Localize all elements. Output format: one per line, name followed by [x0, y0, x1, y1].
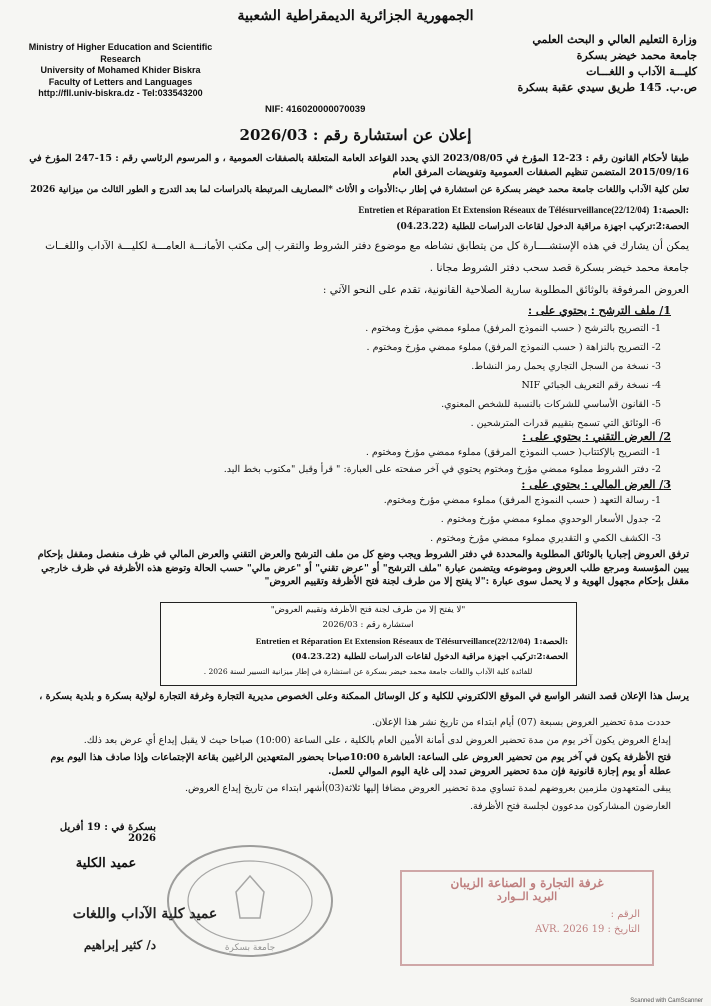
box-lot-1	[168, 636, 568, 647]
list-item: 1- رسالة التعهد ( حسب النموذج المرفق) مملوء ممضي مؤرخ ومختوم.	[383, 495, 661, 506]
box-line: استشارة رقم : 2026/03	[322, 620, 414, 630]
box-lot-2: الحصة:2:تركيب اجهزة مراقبة الدخول لقاعات الدراسات للطلبة (04.23.22)	[291, 652, 568, 662]
box-lot-1-label: الحصة:1:	[533, 637, 568, 647]
chamber-stamp-line: البريد الــوارد	[496, 890, 558, 903]
header-left	[8, 42, 233, 100]
lot-1-text: Entretien et Réparation Et Extension Réseaux de Télésurveillance(22/12/04)	[358, 205, 650, 215]
section-candidature-title: 1/ ملف الترشح : يحتوي على :	[528, 304, 671, 317]
list-item: إيداع العروض يكون آخر يوم من مدة تحضير العروض لدى أمانة الأمين العام بالكلية ، على الساعة (10:00) صباحا حيث لا يقبل إيداع أي عرض بعد ذلك.	[83, 734, 671, 746]
list-item: 3- الكشف الكمي و التقديري مملوء ممضي مؤرخ ومختوم .	[430, 533, 661, 544]
header-right-line: كليـــة الآداب و اللغـــات	[586, 65, 697, 78]
list-item: 3- نسخة من السجل التجاري يحمل رمز النشاط.	[471, 361, 661, 372]
candidature-list	[101, 322, 661, 436]
list-item: 5- القانون الأساسي للشركات بالنسبة للشخص المعنوي.	[441, 399, 661, 410]
technical-list	[101, 446, 661, 480]
list-item: 6- الوثائق التي تسمح بتقييم قدرات المترشحين .	[470, 418, 661, 429]
participation-text: يمكن أن يشارك في هذه الإستشــــارة كل من يتطابق نشاطه مع موضوع دفتر الشروط والتقرب إلى مكتب الأمانـــة العامـــة لكليـــة الآداب واللغــات	[45, 240, 689, 252]
header-left-line: Faculty of Letters and Languages	[48, 76, 193, 87]
list-item: فتح الأظرفة يكون في آخر يوم من تحضير العروض على الساعة: العاشرة 10:00صباحا بحضور المتعهدين الراغبين بقاعة الإجتماعات وإذا صادف هذا اليوم يوم عطلة أو يوم إجازة قانونية فإن مدة تحضير العروض تمدد إلى غاية اليوم الموالي للعمل.	[50, 752, 671, 777]
legal-reference: طبقا لأحكام القانون رقم : 23-12 المؤرخ في 2023/08/05 الذي يحدد القواعد العامة المتعلقة بالصفقات العمومية ، و المرسوم الرئاسي رقم : 15-247 المؤرخ في 2015/09/16 المتضمن تنظيم الصفقات العمومية وتفويضات المرفق العام	[29, 153, 689, 178]
financial-list	[101, 494, 661, 551]
list-item: 4- نسخة رقم التعريف الجبائي NIF	[521, 380, 661, 391]
header-right-line: وزارة التعليم العالي و البحث العلمي	[532, 33, 697, 46]
header-right	[477, 32, 697, 96]
box-line: "لا يفتح إلا من طرف لجنة فتح الأظرفة وتقييم العروض"	[270, 605, 466, 615]
header-left-line: http://fll.univ-biskra.dz - Tel:033543200	[38, 88, 203, 98]
lot-2: الحصة:2:تركيب اجهزة مراقبة الدخول لقاعات الدراسات للطلبة (04.23.22)	[396, 222, 689, 232]
envelope-label-box	[160, 602, 577, 686]
seal-text: جامعة بسكرة	[224, 943, 276, 953]
publication-text: يرسل هذا الإعلان قصد النشر الواسع في الموقع الالكتروني للكلية و كل الوسائل الممكنة وعلى الخصوص مديرية التجارة وغرفة التجارة لولاية بسكرة و بلدية بسكرة ،	[39, 691, 689, 702]
page-title: إعلان عن استشارة رقم : 2026/03	[239, 126, 472, 144]
scanner-watermark: Scanned with CamScanner	[630, 998, 703, 1004]
header-right-line: جامعة محمد خيضر بسكرة	[576, 49, 697, 62]
dean-signature: عميد كلية الآداب واللغات	[72, 906, 218, 922]
list-item: 1- التصريح بالترشح ( حسب النموذج المرفق) مملوء ممضي مؤرخ ومختوم .	[365, 323, 661, 334]
chamber-stamp-line: التاريخ : 19 AVR. 2026	[535, 924, 640, 935]
list-item: حددت مدة تحضير العروض بسبعة (07) أيام ابتداء من تاريخ نشر هذا الإعلان.	[372, 717, 671, 728]
list-item: 1- التصريح بالإكتتاب( حسب النموذج المرفق) مملوء ممضي مؤرخ ومختوم .	[365, 447, 661, 458]
list-item: 2- التصريح بالنزاهة ( حسب النموذج المرفق) مملوء ممضي مؤرخ ومختوم .	[366, 342, 661, 353]
list-item: العارضون المشاركون مدعوون لجلسة فتح الأظرفة.	[469, 800, 671, 812]
box-line: للفائدة كلية الآداب واللغات جامعة محمد خيضر بسكرة عن استشارة في إطار ميزانية التسيير لسنة 2026 .	[203, 667, 533, 676]
signature-date: بسكرة في : 19 أفريل 2026	[59, 822, 156, 844]
submission-text: العروض المرفوقة بالوثائق المطلوبة سارية الصلاحية القانونية، تقدم على النحو الآتي :	[322, 284, 689, 296]
university-seal	[160, 842, 340, 960]
announcement-intro: تعلن كلية الآداب واللغات جامعة محمد خيضر بسكرة عن استشارة في إطار ب:الأدوات و الأثاث *المصاريف المرتبطة بالدراسات لما بعد التدرج و الطور الثالث من ميزانية 2026	[30, 185, 689, 195]
chamber-stamp	[400, 870, 654, 966]
header-left-line: Research	[100, 53, 141, 64]
envelope-instructions: ترفق العروض إجباريا بالوثائق المطلوبة والمحددة في دفتر الشروط ويجب وضع كل من ملف الترشح والعرض التقني والعرض المالي في ظرف منفصل ومقفل بإحكام يبين المؤسسة ومرجع طلب العروض وموضوعه ويتضمن عبارة "ملف الترشح" أو "عرض تقني" أو "عرض مالي" حسب الحالة وتوضع هذه الأظرفة في ظرف خارجي مقفل بإحكام مجهول الهوية و لا يحمل سوى عبارة :"لا يفتح إلا من طرف لجنة فتح الأظرفة وتقييم العروض"	[37, 549, 689, 587]
box-lot-1-text: Entretien et Réparation Et Extension Réseaux de Télésurveillance(22/12/04)	[255, 636, 531, 646]
header-left-line: Ministry of Higher Education and Scientific	[28, 42, 213, 52]
lot-1	[19, 205, 689, 216]
list-item: يبقى المتعهدون ملزمين بعروضهم لمدة تساوي مدة تحضير العروض مضافا إليها ثلاثة(03)أشهر ابتداء من تاريخ إيداع العروض.	[184, 783, 671, 794]
chamber-stamp-line: الرقم :	[610, 909, 640, 920]
header-left-line: University of Mohamed Khider Biskra	[40, 65, 201, 75]
dean-title: عميد الكلية	[75, 856, 137, 871]
list-item: 2- دفتر الشروط مملوء ممضي مؤرخ ومختوم يحتوي في آخر صفحته على العبارة: " قرأ وقبل "مكتوب بخط اليد.	[223, 464, 661, 475]
participation-text: جامعة محمد خيضر بسكرة قصد سحب دفتر الشروط مجانا .	[429, 262, 689, 274]
chamber-stamp-line: غرفة التجارة و الصناعة الزيبان	[450, 876, 604, 890]
conditions-list	[31, 716, 671, 813]
lot-1-label: الحصة:1:	[652, 206, 689, 216]
section-technical-title: 2/ العرض التقني : يحتوي على :	[522, 430, 671, 443]
nif-number: NIF: 416020000070039	[265, 104, 366, 115]
section-financial-title: 3/ العرض المالي : يحتوي على :	[521, 478, 671, 491]
dean-name: د/ كثير إبراهيم	[83, 938, 157, 952]
republic-title: الجمهورية الجزائرية الديمقراطية الشعبية	[237, 8, 474, 24]
header-right-line: ص.ب. 145 طريق سيدي عقبة بسكرة	[517, 81, 697, 94]
list-item: 2- جدول الأسعار الوحدوي مملوء ممضي مؤرخ ومختوم .	[440, 514, 661, 525]
